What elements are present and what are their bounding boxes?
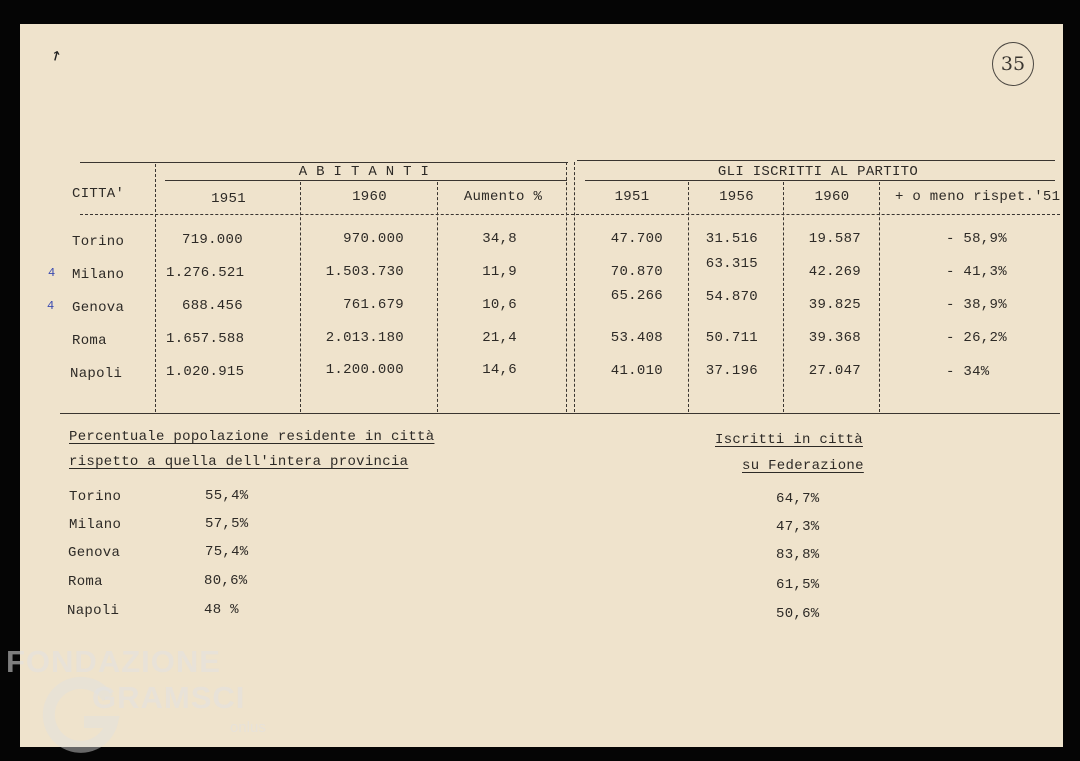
table-cell: - 38,9% xyxy=(946,297,1007,313)
table-cell: 21,4 xyxy=(482,330,517,346)
table-cell: 41.010 xyxy=(610,363,663,379)
table-cell: - 26,2% xyxy=(946,330,1007,346)
abitanti-header: A B I T A N T I xyxy=(298,164,430,180)
col-header: 1960 xyxy=(814,189,850,205)
table-cell: 42.269 xyxy=(808,264,861,280)
pen-mark: 4 xyxy=(47,299,55,313)
col-sep-double xyxy=(566,162,567,412)
list-item-value: 61,5% xyxy=(776,577,820,593)
city-header: CITTA' xyxy=(72,186,125,202)
iscritti-underline xyxy=(585,180,1055,181)
table-cell-city: Roma xyxy=(72,333,107,349)
list-item-value: 50,6% xyxy=(776,606,820,622)
left-section-title: Percentuale popolazione residente in città xyxy=(69,429,435,445)
table-cell: 761.679 xyxy=(343,297,404,313)
iscritti-header: GLI ISCRITTI AL PARTITO xyxy=(717,164,919,180)
table-cell: 39.825 xyxy=(808,297,861,313)
table-cell-city: Milano xyxy=(72,267,125,283)
list-item-city: Torino xyxy=(69,489,122,505)
table-cell-city: Genova xyxy=(72,300,125,316)
col-header: 1951 xyxy=(614,189,650,205)
table-cell: 50.711 xyxy=(705,330,758,346)
right-section-title: Iscritti in città xyxy=(715,432,863,448)
col-header: Aumento % xyxy=(463,189,543,205)
table-cell: 1.503.730 xyxy=(325,264,404,280)
list-item-value: 47,3% xyxy=(776,519,820,535)
document-page xyxy=(20,24,1063,747)
table-cell: 31.516 xyxy=(705,231,758,247)
table-cell: 47.700 xyxy=(610,231,663,247)
list-item-city: Roma xyxy=(68,574,103,590)
page-number: 35 xyxy=(992,42,1034,86)
corner-mark: ↗ xyxy=(46,44,66,68)
list-item-value: 48 % xyxy=(204,602,239,618)
col-header: 1951 xyxy=(211,191,246,207)
table-cell: 63.315 xyxy=(705,256,758,272)
list-item-value: 75,4% xyxy=(205,544,249,560)
pen-mark: 4 xyxy=(48,266,56,280)
table-bottom-rule xyxy=(60,413,1060,414)
table-cell: 34,8 xyxy=(482,231,517,247)
right-section-subtitle: su Federazione xyxy=(742,458,864,474)
left-section-subtitle: rispetto a quella dell'intera provincia xyxy=(69,454,409,470)
table-cell: 2.013.180 xyxy=(325,330,404,346)
list-item-city: Genova xyxy=(68,545,121,561)
header-bottom-rule xyxy=(80,214,1060,215)
list-item-value: 64,7% xyxy=(776,491,820,507)
list-item-value: 55,4% xyxy=(205,488,249,504)
list-item-city: Milano xyxy=(69,517,122,533)
table-cell: 1.276.521 xyxy=(166,265,245,281)
table-cell: 27.047 xyxy=(808,363,861,379)
col-sep xyxy=(688,182,689,412)
table-cell: - 41,3% xyxy=(946,264,1007,280)
col-sep-double xyxy=(574,162,575,412)
table-cell: 19.587 xyxy=(808,231,861,247)
col-header: 1960 xyxy=(352,189,387,205)
watermark-line3: onlus xyxy=(230,719,266,736)
table-cell: 54.870 xyxy=(705,289,758,305)
watermark-line2: GRAMSCI xyxy=(92,680,246,715)
table-cell-city: Napoli xyxy=(70,366,123,382)
col-header: + o meno rispet.'51 xyxy=(895,189,1061,205)
col-header: 1956 xyxy=(719,189,754,205)
table-cell: 1.657.588 xyxy=(166,331,245,347)
list-item-value: 83,8% xyxy=(776,547,820,563)
table-cell: - 34% xyxy=(946,364,990,380)
table-cell: - 58,9% xyxy=(946,231,1007,247)
table-cell: 10,6 xyxy=(482,297,517,313)
col-sep xyxy=(783,182,784,412)
col-sep xyxy=(879,182,880,412)
table-cell: 65.266 xyxy=(610,288,663,304)
list-item-city: Napoli xyxy=(67,603,120,619)
table-top-rule-right xyxy=(577,160,1055,161)
list-item-value: 80,6% xyxy=(204,573,248,589)
watermark-line1: FONDAZIONE xyxy=(6,644,221,679)
table-cell: 39.368 xyxy=(808,330,861,346)
col-sep xyxy=(155,164,156,412)
table-cell: 37.196 xyxy=(705,363,758,379)
list-item-value: 57,5% xyxy=(205,516,249,532)
table-cell-city: Torino xyxy=(72,234,125,250)
table-cell: 719.000 xyxy=(182,232,243,248)
table-cell: 70.870 xyxy=(610,264,663,280)
table-cell: 970.000 xyxy=(343,231,404,247)
abitanti-underline xyxy=(165,180,567,181)
col-sep xyxy=(437,182,438,412)
table-cell: 1.020.915 xyxy=(166,364,245,380)
table-cell: 688.456 xyxy=(182,298,243,314)
table-cell: 53.408 xyxy=(610,330,663,346)
table-top-rule xyxy=(80,162,568,163)
table-cell: 14,6 xyxy=(482,362,517,378)
table-cell: 11,9 xyxy=(482,264,517,280)
table-cell: 1.200.000 xyxy=(325,362,404,378)
